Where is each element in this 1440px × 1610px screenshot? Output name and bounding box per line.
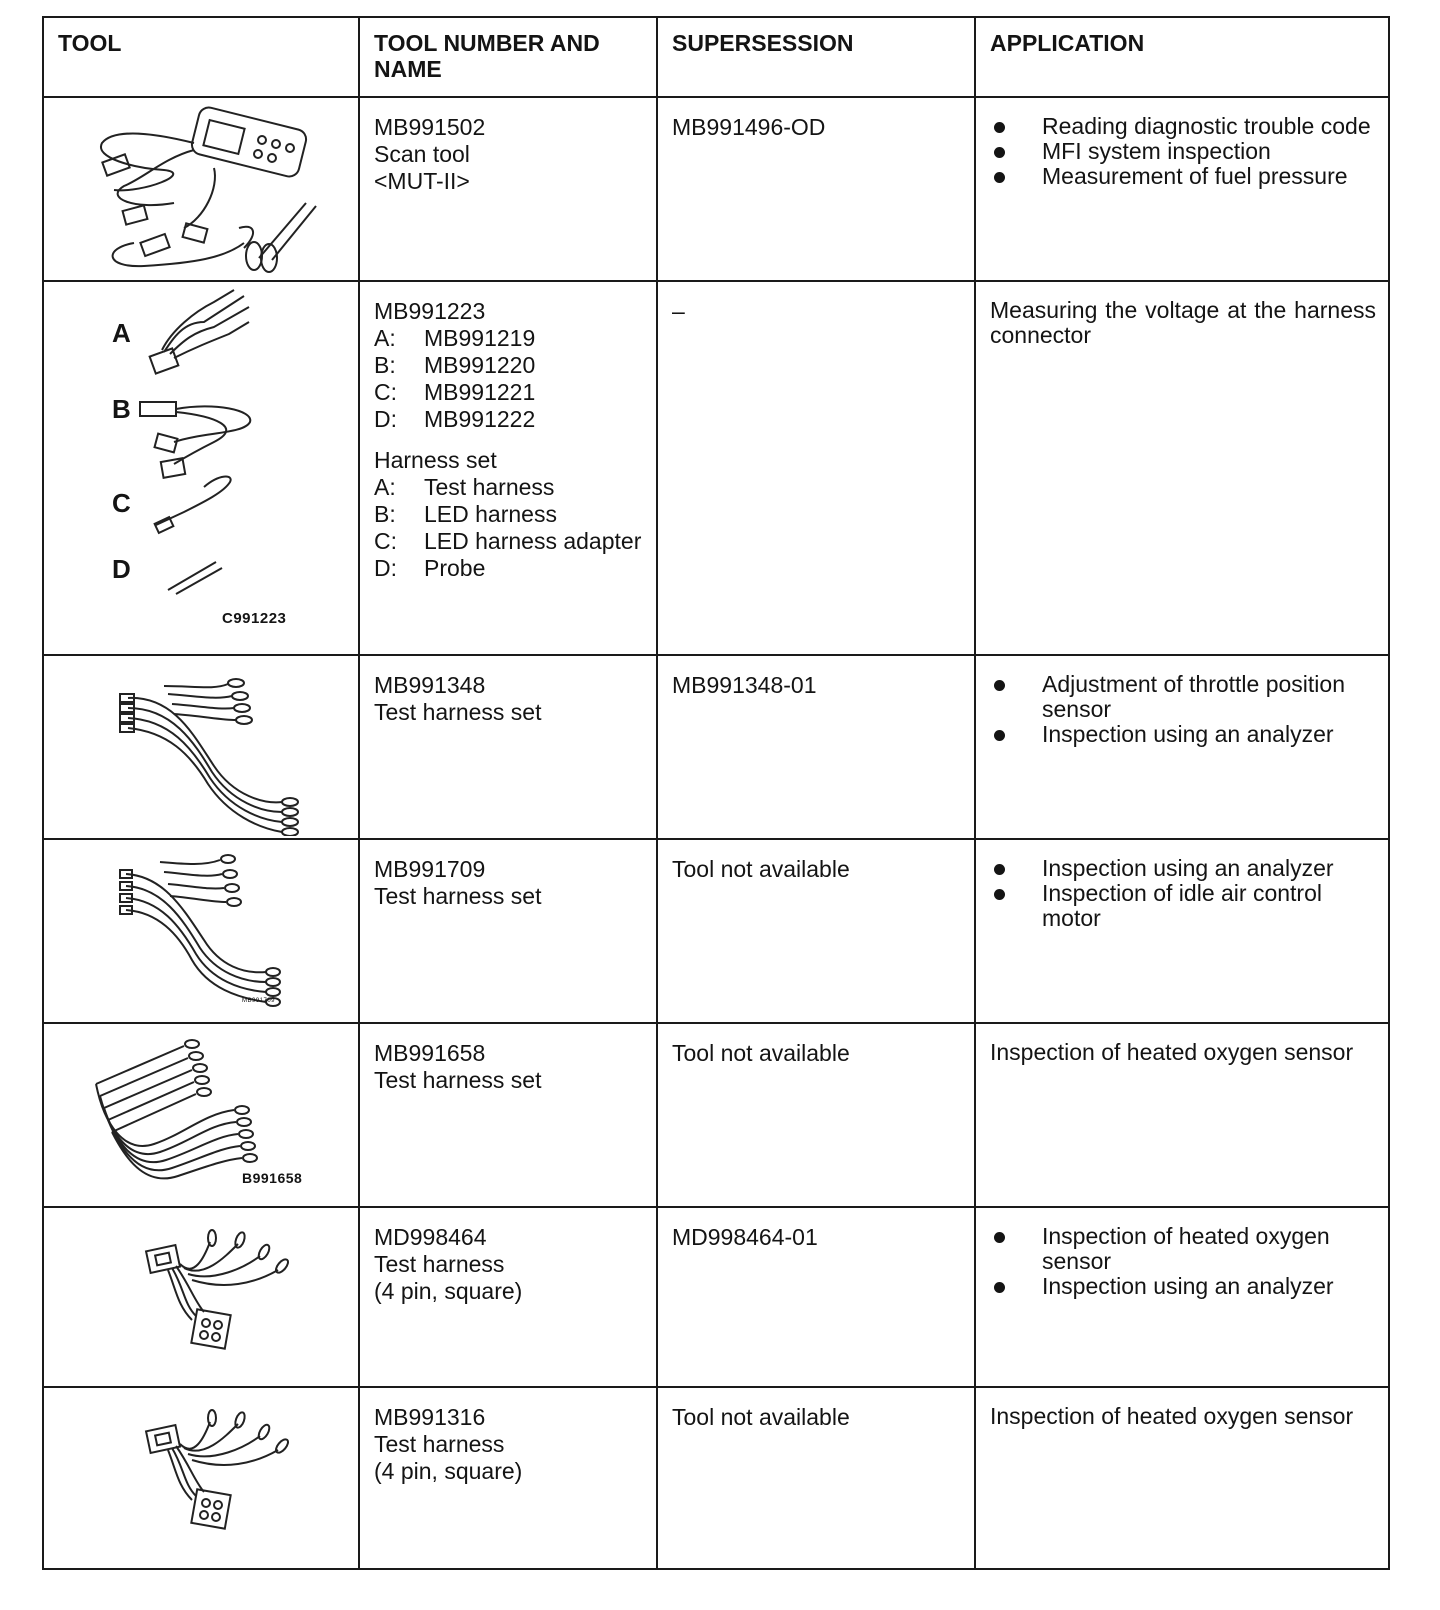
tool-number-cell xyxy=(359,281,657,655)
tool-name-line: (4 pin, square) xyxy=(374,1278,523,1304)
set-part-row: B: LED harness xyxy=(374,501,557,527)
header-supersession: SUPERSESSION xyxy=(657,17,975,97)
application-item: MFI system inspection xyxy=(990,139,1376,164)
table-row xyxy=(43,97,1389,281)
application-item: Inspection of idle air control motor xyxy=(990,881,1376,931)
application-cell xyxy=(975,1207,1389,1387)
image-caption: C991223 xyxy=(222,610,287,627)
test-harness-4pin-illustration xyxy=(44,1388,356,1566)
table-row xyxy=(43,1387,1389,1569)
table-row xyxy=(43,839,1389,1023)
application-cell xyxy=(975,1387,1389,1569)
tool-name-line: Test harness xyxy=(374,1251,505,1277)
tool-name-line: Test harness set xyxy=(374,1067,542,1093)
tool-number-cell xyxy=(359,1387,657,1569)
test-harness-set-illustration xyxy=(44,840,356,1020)
harness-set-illustration xyxy=(44,282,356,652)
tool-name-line: <MUT-II> xyxy=(374,168,470,194)
supersession-cell xyxy=(657,839,975,1023)
supersession-value: – xyxy=(672,298,685,324)
part-row: A: MB991219 xyxy=(374,325,536,351)
application-item: Inspection of heated oxygen sensor xyxy=(990,1224,1376,1274)
tool-name-line: Test harness xyxy=(374,1431,505,1457)
supersession-value: Tool not available xyxy=(672,1040,850,1066)
application-item: Reading diagnostic trouble code xyxy=(990,114,1376,139)
application-item: Inspection using an analyzer xyxy=(990,1274,1376,1299)
tool-number: MD998464 xyxy=(374,1224,487,1250)
tool-number-cell xyxy=(359,839,657,1023)
tool-name-line: Scan tool xyxy=(374,141,470,167)
supersession-cell xyxy=(657,655,975,839)
application-cell xyxy=(975,281,1389,655)
application-text: Inspection of heated oxygen sensor xyxy=(990,1039,1354,1065)
supersession-value: Tool not available xyxy=(672,1404,850,1430)
tool-number: MB991316 xyxy=(374,1404,486,1430)
tool-image-cell xyxy=(43,1387,359,1569)
application-text: Inspection of heated oxygen sensor xyxy=(990,1403,1354,1429)
tool-image-cell xyxy=(43,839,359,1023)
part-row: D: MB991222 xyxy=(374,406,536,432)
tool-name-line: Test harness set xyxy=(374,699,542,725)
set-part-row: A: Test harness xyxy=(374,474,555,500)
application-text: Measuring the voltage at the harness connector xyxy=(990,297,1376,348)
tool-number: MB991348 xyxy=(374,672,486,698)
image-letter-a: A xyxy=(112,318,131,348)
table-row xyxy=(43,281,1389,655)
application-cell xyxy=(975,1023,1389,1207)
table-row xyxy=(43,1023,1389,1207)
supersession-cell xyxy=(657,97,975,281)
tool-name-line: Test harness set xyxy=(374,883,542,909)
image-letter-b: B xyxy=(112,394,131,424)
tool-number: MB991658 xyxy=(374,1040,486,1066)
tool-number: MB991502 xyxy=(374,114,486,140)
application-cell xyxy=(975,839,1389,1023)
table-row xyxy=(43,655,1389,839)
image-letter-c: C xyxy=(112,488,131,518)
tool-image-cell xyxy=(43,97,359,281)
header-row xyxy=(43,17,1389,97)
tool-number: MB991709 xyxy=(374,856,486,882)
set-name: Harness set xyxy=(374,447,497,473)
tool-name-line: (4 pin, square) xyxy=(374,1458,523,1484)
test-harness-set-illustration xyxy=(44,656,356,836)
part-row: C: MB991221 xyxy=(374,379,536,405)
tool-image-cell xyxy=(43,655,359,839)
supersession-value: MB991496-OD xyxy=(672,114,826,140)
test-harness-set-illustration xyxy=(44,1024,356,1204)
image-letter-d: D xyxy=(112,554,131,584)
tool-number-cell xyxy=(359,1023,657,1207)
set-part-row: C: LED harness adapter xyxy=(374,528,642,554)
supersession-cell xyxy=(657,281,975,655)
image-caption: MB991709 xyxy=(242,998,276,1004)
application-item: Adjustment of throttle position sensor xyxy=(990,672,1376,722)
supersession-cell xyxy=(657,1023,975,1207)
table-row xyxy=(43,1207,1389,1387)
supersession-value: MD998464-01 xyxy=(672,1224,818,1250)
tool-image-cell xyxy=(43,281,359,655)
application-cell xyxy=(975,97,1389,281)
application-item: Inspection using an analyzer xyxy=(990,722,1376,747)
application-item: Inspection using an analyzer xyxy=(990,856,1376,881)
tool-number-cell xyxy=(359,1207,657,1387)
tool-image-cell xyxy=(43,1207,359,1387)
supersession-value: Tool not available xyxy=(672,856,850,882)
set-part-row: D: Probe xyxy=(374,555,486,581)
supersession-value: MB991348-01 xyxy=(672,672,817,698)
part-row: B: MB991220 xyxy=(374,352,536,378)
application-item: Measurement of fuel pressure xyxy=(990,164,1376,189)
scan-tool-illustration xyxy=(44,98,356,278)
tool-image-cell xyxy=(43,1023,359,1207)
tool-number-cell xyxy=(359,655,657,839)
header-tool: TOOL xyxy=(43,17,359,97)
supersession-cell xyxy=(657,1207,975,1387)
application-cell xyxy=(975,655,1389,839)
supersession-cell xyxy=(657,1387,975,1569)
image-caption: B991658 xyxy=(242,1170,303,1186)
test-harness-4pin-illustration xyxy=(44,1208,356,1384)
special-tools-table xyxy=(42,16,1390,1570)
tool-number: MB991223 xyxy=(374,298,486,324)
header-tool-number-name: TOOL NUMBER AND NAME xyxy=(359,17,657,97)
tool-number-cell xyxy=(359,97,657,281)
header-application: APPLICATION xyxy=(975,17,1389,97)
